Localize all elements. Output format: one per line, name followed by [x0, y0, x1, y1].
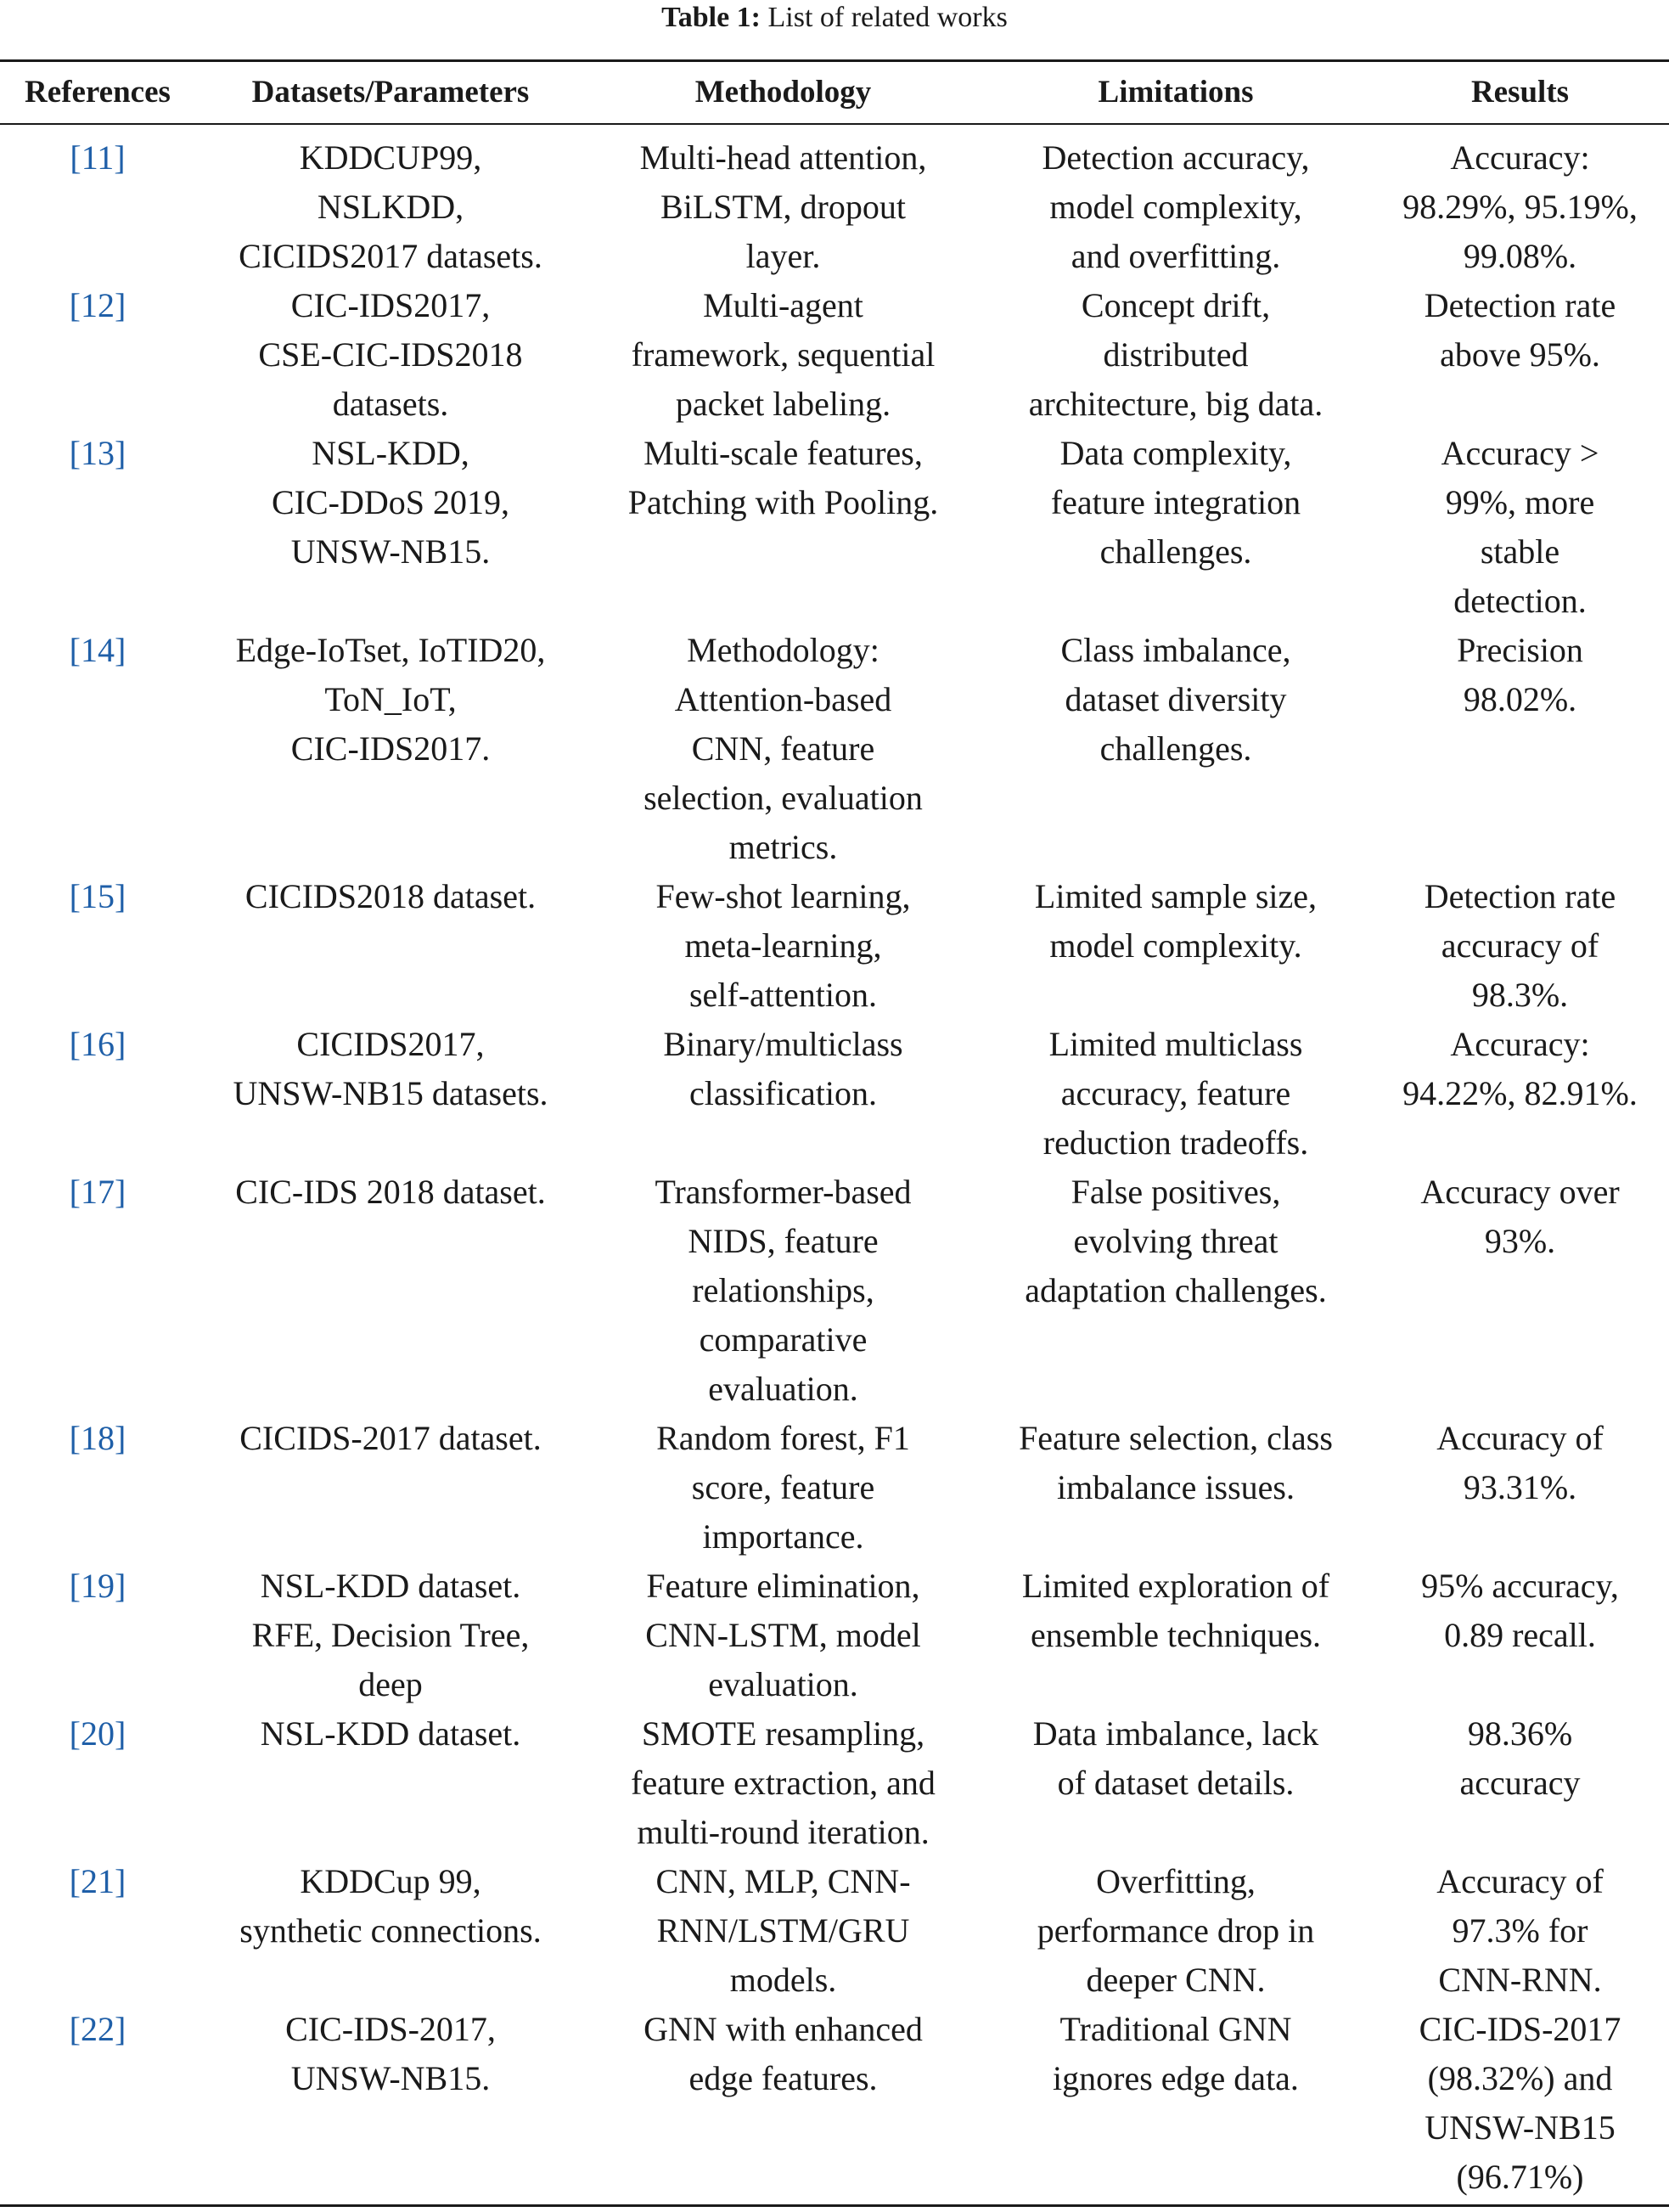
table-row	[0, 1562, 1669, 1709]
cell-line: (96.71%)	[1456, 2158, 1584, 2196]
ref-bracket-open: [	[69, 1714, 81, 1753]
cell-reference	[0, 1857, 195, 2005]
cell-methodology	[586, 626, 981, 872]
cell-line: CIC-IDS2017,	[290, 286, 491, 324]
cell-line: CNN-LSTM, model	[645, 1616, 921, 1654]
cell-line: Attention-based	[674, 680, 892, 718]
cell-line: dataset diversity	[1065, 680, 1287, 718]
ref-bracket-open: [	[69, 1862, 81, 1900]
cell-line: evaluation.	[708, 1665, 858, 1703]
cell-line: Traditional GNN	[1059, 2010, 1292, 2048]
cell-line: Few-shot learning,	[655, 877, 911, 915]
cell-line: detection.	[1453, 582, 1587, 620]
cell-results	[1371, 1857, 1669, 2005]
cell-line: deep	[358, 1665, 423, 1703]
ref-bracket-close: ]	[115, 1025, 126, 1063]
ref-bracket-open: [	[69, 1419, 81, 1457]
ref-bracket-open: [	[69, 631, 81, 669]
cell-line: adaptation challenges.	[1025, 1271, 1327, 1309]
cell-line: Detection rate	[1424, 286, 1616, 324]
cell-results	[1371, 1709, 1669, 1857]
cell-line: CIC-IDS 2018 dataset.	[235, 1173, 546, 1211]
reference-link[interactable]: 13	[81, 434, 115, 472]
cell-line: comparative	[699, 1320, 868, 1359]
cell-line: NSL-KDD,	[312, 434, 469, 472]
cell-line: framework, sequential	[631, 335, 936, 374]
cell-line: Accuracy:	[1450, 138, 1590, 177]
cell-datasets	[195, 123, 586, 281]
cell-line: 98.02%.	[1463, 680, 1577, 718]
cell-line: classification.	[688, 1074, 878, 1112]
cell-line: Limited multiclass	[1048, 1025, 1303, 1063]
cell-line: 95% accuracy,	[1421, 1567, 1619, 1605]
cell-line: Class imbalance,	[1060, 631, 1291, 669]
cell-datasets	[195, 281, 586, 429]
table-body	[0, 123, 1669, 2202]
cell-line: Accuracy:	[1450, 1025, 1590, 1063]
ref-bracket-close: ]	[115, 1567, 126, 1605]
cell-results	[1371, 1020, 1669, 1168]
cell-line: UNSW-NB15	[1425, 2108, 1616, 2147]
cell-line: 93.31%.	[1463, 1468, 1577, 1506]
table-row	[0, 872, 1669, 1020]
cell-limitations	[981, 1414, 1371, 1562]
cell-methodology	[586, 123, 981, 281]
cell-line: meta-learning,	[684, 926, 882, 965]
cell-line: Multi-scale features,	[643, 434, 923, 472]
cell-line: CIC-DDoS 2019,	[271, 483, 510, 521]
cell-line: model complexity.	[1049, 926, 1302, 965]
cell-limitations	[981, 1168, 1371, 1414]
cell-line: Patching with Pooling.	[627, 483, 939, 521]
cell-line: GNN with enhanced	[643, 2010, 923, 2048]
cell-methodology	[586, 1562, 981, 1709]
cell-datasets	[195, 1562, 586, 1709]
cell-methodology	[586, 872, 981, 1020]
cell-line: CNN-RNN.	[1438, 1961, 1602, 1999]
cell-line: Multi-head attention,	[639, 138, 927, 177]
cell-line: Limited sample size,	[1034, 877, 1318, 915]
cell-results	[1371, 2005, 1669, 2202]
cell-line: KDDCup 99,	[300, 1862, 481, 1900]
cell-line: CSE-CIC-IDS2018	[258, 335, 523, 374]
cell-limitations	[981, 1857, 1371, 2005]
cell-limitations	[981, 281, 1371, 429]
cell-line: architecture, big data.	[1028, 385, 1323, 423]
cell-methodology	[586, 1020, 981, 1168]
cell-line: accuracy of	[1441, 926, 1599, 965]
cell-line: model complexity,	[1049, 188, 1302, 226]
cell-line: accuracy, feature	[1060, 1074, 1291, 1112]
cell-line: evolving threat	[1073, 1222, 1278, 1260]
reference-link[interactable]: 12	[81, 286, 115, 324]
cell-methodology	[586, 1709, 981, 1857]
cell-line: deeper CNN.	[1086, 1961, 1266, 1999]
cell-results	[1371, 626, 1669, 872]
table-row	[0, 2005, 1669, 2202]
cell-line: ToN_IoT,	[324, 680, 457, 718]
reference-link[interactable]: 11	[81, 138, 115, 177]
cell-line: importance.	[702, 1517, 864, 1556]
cell-reference	[0, 1168, 195, 1414]
cell-line: imbalance issues.	[1057, 1468, 1295, 1506]
cell-reference	[0, 429, 195, 626]
cell-line: ignores edge data.	[1053, 2059, 1299, 2097]
cell-line: ensemble techniques.	[1030, 1616, 1322, 1654]
ref-bracket-close: ]	[115, 631, 126, 669]
cell-line: Accuracy of	[1436, 1862, 1604, 1900]
reference-link[interactable]: 15	[81, 877, 115, 915]
cell-line: CIC-IDS2017.	[290, 729, 491, 768]
cell-line: RFE, Decision Tree,	[251, 1616, 530, 1654]
cell-line: challenges.	[1099, 532, 1252, 571]
cell-line: edge features.	[688, 2059, 878, 2097]
cell-line: of dataset details.	[1057, 1764, 1295, 1802]
cell-reference	[0, 1562, 195, 1709]
reference-link[interactable]: 19	[81, 1567, 115, 1605]
cell-line: challenges.	[1099, 729, 1252, 768]
cell-methodology	[586, 429, 981, 626]
cell-line: UNSW-NB15.	[290, 2059, 491, 2097]
cell-line: CNN, MLP, CNN-	[655, 1862, 911, 1900]
cell-line: 97.3% for	[1452, 1911, 1588, 1950]
table-row	[0, 429, 1669, 626]
cell-line: Data complexity,	[1059, 434, 1292, 472]
cell-datasets	[195, 2005, 586, 2202]
cell-line: CIC-IDS-2017	[1419, 2010, 1621, 2048]
cell-datasets	[195, 1709, 586, 1857]
cell-line: synthetic connections.	[239, 1911, 542, 1950]
header-methodology: Methodology	[694, 75, 872, 110]
cell-line: 0.89 recall.	[1444, 1616, 1596, 1654]
cell-line: Limited exploration of	[1021, 1567, 1330, 1605]
cell-limitations	[981, 872, 1371, 1020]
cell-line: CICIDS-2017 dataset.	[239, 1419, 542, 1457]
ref-bracket-close: ]	[115, 1173, 126, 1211]
cell-line: UNSW-NB15 datasets.	[233, 1074, 548, 1112]
cell-reference	[0, 1020, 195, 1168]
cell-methodology	[586, 281, 981, 429]
cell-line: Multi-agent	[703, 286, 863, 324]
cell-line: multi-round iteration.	[637, 1813, 930, 1851]
cell-line: SMOTE resampling,	[641, 1714, 925, 1753]
reference-link[interactable]: 17	[81, 1173, 115, 1211]
ref-bracket-open: [	[69, 877, 81, 915]
cell-line: False positives,	[1071, 1173, 1281, 1211]
cell-methodology	[586, 1857, 981, 2005]
table-caption-text: List of related works	[761, 2, 1008, 33]
cell-datasets	[195, 1857, 586, 2005]
cell-reference	[0, 2005, 195, 2202]
cell-line: 98.36%	[1467, 1714, 1573, 1753]
cell-line: stable	[1480, 532, 1560, 571]
cell-methodology	[586, 2005, 981, 2202]
cell-line: performance drop in	[1037, 1911, 1315, 1950]
table-row	[0, 1709, 1669, 1857]
table-row	[0, 1020, 1669, 1168]
cell-datasets	[195, 429, 586, 626]
cell-line: UNSW-NB15.	[290, 532, 491, 571]
cell-line: NSL-KDD dataset.	[260, 1714, 521, 1753]
cell-line: Precision	[1457, 631, 1583, 669]
cell-line: 99.08%.	[1463, 237, 1577, 275]
ref-bracket-open: [	[69, 1173, 81, 1211]
cell-line: self-attention.	[688, 976, 878, 1014]
cell-line: Binary/multiclass	[663, 1025, 903, 1063]
cell-line: models.	[729, 1961, 837, 1999]
cell-line: Feature selection, class	[1019, 1419, 1333, 1457]
ref-bracket-close: ]	[115, 1419, 126, 1457]
reference-link[interactable]: 21	[81, 1862, 115, 1900]
cell-results	[1371, 1414, 1669, 1562]
cell-line: Accuracy >	[1441, 434, 1599, 472]
ref-bracket-close: ]	[115, 1862, 126, 1900]
reference-link[interactable]: 18	[81, 1419, 115, 1457]
cell-line: 98.3%.	[1471, 976, 1569, 1014]
reference-link[interactable]: 20	[81, 1714, 115, 1753]
cell-results	[1371, 1562, 1669, 1709]
cell-line: Detection accuracy,	[1042, 138, 1310, 177]
cell-line: Accuracy of	[1436, 1419, 1604, 1457]
cell-datasets	[195, 1168, 586, 1414]
cell-line: CICIDS2018 dataset.	[244, 877, 537, 915]
ref-bracket-close: ]	[115, 434, 126, 472]
reference-link[interactable]: 16	[81, 1025, 115, 1063]
header-limitations: Limitations	[1098, 75, 1254, 110]
ref-bracket-open: [	[69, 1567, 81, 1605]
cell-line: (98.32%) and	[1427, 2059, 1613, 2097]
reference-link[interactable]: 22	[81, 2010, 115, 2048]
cell-limitations	[981, 2005, 1371, 2202]
cell-reference	[0, 872, 195, 1020]
cell-line: CNN, feature	[691, 729, 875, 768]
cell-line: score, feature	[691, 1468, 875, 1506]
cell-line: Transformer-based	[655, 1173, 912, 1211]
cell-line: CICIDS2017 datasets.	[239, 237, 542, 275]
cell-line: Edge-IoTset, IoTID20,	[235, 631, 546, 669]
table-row	[0, 1168, 1669, 1414]
cell-line: RNN/LSTM/GRU	[656, 1911, 910, 1950]
cell-line: relationships,	[692, 1271, 874, 1309]
cell-datasets	[195, 1414, 586, 1562]
cell-line: distributed	[1103, 335, 1249, 374]
cell-line: above 95%.	[1440, 335, 1600, 374]
cell-line: Methodology:	[687, 631, 879, 669]
cell-limitations	[981, 123, 1371, 281]
cell-line: NIDS, feature	[688, 1222, 879, 1260]
cell-results	[1371, 872, 1669, 1020]
cell-line: and overfitting.	[1071, 237, 1281, 275]
header-datasets: Datasets/Parameters	[251, 75, 530, 110]
cell-limitations	[981, 1562, 1371, 1709]
ref-bracket-close: ]	[115, 2010, 126, 2048]
cell-datasets	[195, 1020, 586, 1168]
cell-line: Overfitting,	[1096, 1862, 1256, 1900]
cell-reference	[0, 281, 195, 429]
ref-bracket-open: [	[69, 1025, 81, 1063]
cell-line: 98.29%, 95.19%,	[1402, 188, 1638, 226]
cell-line: CICIDS2017,	[296, 1025, 485, 1063]
cell-line: Feature elimination,	[646, 1567, 920, 1605]
cell-line: datasets.	[332, 385, 449, 423]
cell-reference	[0, 1709, 195, 1857]
cell-line: accuracy	[1459, 1764, 1581, 1802]
cell-line: NSLKDD,	[317, 188, 464, 226]
cell-line: Detection rate	[1424, 877, 1616, 915]
cell-line: CIC-IDS-2017,	[285, 2010, 496, 2048]
ref-bracket-close: ]	[115, 877, 126, 915]
cell-line: feature integration	[1050, 483, 1301, 521]
table-caption-label: Table 1:	[661, 2, 761, 33]
cell-limitations	[981, 626, 1371, 872]
table-row	[0, 123, 1669, 281]
cell-line: Concept drift,	[1081, 286, 1271, 324]
cell-line: BiLSTM, dropout	[660, 188, 906, 226]
cell-limitations	[981, 1020, 1371, 1168]
reference-link[interactable]: 14	[81, 631, 115, 669]
cell-line: KDDCUP99,	[299, 138, 482, 177]
cell-line: feature extraction, and	[631, 1764, 936, 1802]
table-row	[0, 1414, 1669, 1562]
ref-bracket-close: ]	[115, 286, 126, 324]
cell-reference	[0, 1414, 195, 1562]
ref-bracket-open: [	[69, 434, 81, 472]
header-references: References	[25, 75, 171, 110]
ref-bracket-close: ]	[114, 138, 126, 177]
ref-bracket-close: ]	[115, 1714, 126, 1753]
table-bottom-rule	[0, 2204, 1669, 2207]
cell-line: NSL-KDD dataset.	[260, 1567, 521, 1605]
ref-bracket-open: [	[69, 2010, 81, 2048]
cell-reference	[0, 626, 195, 872]
ref-bracket-open: [	[70, 138, 81, 177]
table-row	[0, 1857, 1669, 2005]
cell-results	[1371, 1168, 1669, 1414]
cell-methodology	[586, 1414, 981, 1562]
cell-line: layer.	[745, 237, 821, 275]
table-header-row	[0, 62, 1669, 123]
cell-line: evaluation.	[708, 1370, 858, 1408]
cell-results	[1371, 123, 1669, 281]
cell-line: 94.22%, 82.91%.	[1402, 1074, 1638, 1112]
cell-line: metrics.	[728, 828, 838, 866]
cell-line: Accuracy over	[1420, 1173, 1620, 1211]
cell-line: packet labeling.	[675, 385, 891, 423]
cell-results	[1371, 429, 1669, 626]
related-works-table	[0, 62, 1669, 2202]
cell-line: 99%, more	[1445, 483, 1595, 521]
header-results: Results	[1470, 75, 1570, 110]
cell-datasets	[195, 626, 586, 872]
table-row	[0, 281, 1669, 429]
cell-line: selection, evaluation	[643, 779, 923, 817]
cell-line: Random forest, F1	[656, 1419, 910, 1457]
cell-datasets	[195, 872, 586, 1020]
table-caption	[0, 0, 1669, 49]
cell-limitations	[981, 1709, 1371, 1857]
cell-reference	[0, 123, 195, 281]
cell-results	[1371, 281, 1669, 429]
cell-line: reduction tradeoffs.	[1042, 1123, 1309, 1162]
cell-methodology	[586, 1168, 981, 1414]
cell-line: Data imbalance, lack	[1032, 1714, 1319, 1753]
cell-limitations	[981, 429, 1371, 626]
table-row	[0, 626, 1669, 872]
ref-bracket-open: [	[69, 286, 81, 324]
cell-line: 93%.	[1484, 1222, 1556, 1260]
